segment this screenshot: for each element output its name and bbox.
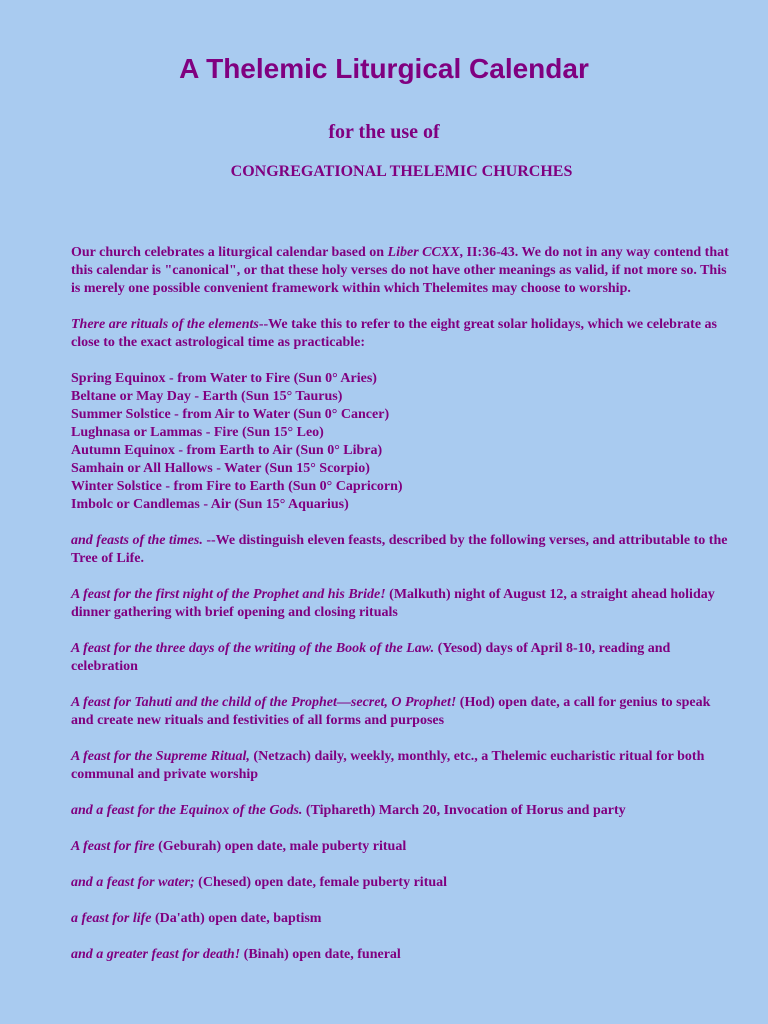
feast-paragraph xyxy=(71,946,731,964)
holiday-item: Lughnasa or Lammas - Fire (Sun 15° Leo) xyxy=(71,425,324,440)
feast-paragraph xyxy=(71,838,731,856)
feast-description: (Yesod) days of April 8-10, reading and celebration xyxy=(71,641,671,674)
times-paragraph xyxy=(71,532,731,568)
page-title: A Thelemic Liturgical Calendar xyxy=(179,53,589,84)
holiday-item: Autumn Equinox - from Earth to Air (Sun 0° Libra) xyxy=(71,443,383,458)
feast-description: (Da'ath) open date, baptism xyxy=(151,911,322,926)
feast-verse: A feast for the Supreme Ritual, xyxy=(71,749,250,764)
liber-title: Liber CCXX xyxy=(387,245,460,260)
feast-verse: and a feast for water; xyxy=(71,875,195,890)
holiday-item: Spring Equinox - from Water to Fire (Sun 0° Aries) xyxy=(71,371,377,386)
intro-paragraph xyxy=(71,244,731,298)
feast-paragraph xyxy=(71,586,731,622)
page-subtitle: for the use of xyxy=(328,121,440,143)
church-name: CONGREGATIONAL THELEMIC CHURCHES xyxy=(230,163,573,180)
feast-verse: and a feast for the Equinox of the Gods. xyxy=(71,803,303,818)
holiday-item: Summer Solstice - from Air to Water (Sun 0° Cancer) xyxy=(71,407,390,422)
feast-description: (Tiphareth) March 20, Invocation of Horus and party xyxy=(302,803,626,818)
feast-verse: a feast for life xyxy=(71,911,152,926)
feast-paragraph xyxy=(71,640,731,676)
holiday-item: Winter Solstice - from Fire to Earth (Sun 0° Capricorn) xyxy=(71,479,403,494)
feast-paragraph xyxy=(71,694,731,730)
feast-paragraph xyxy=(71,874,731,892)
times-text: --We distinguish eleven feasts, described by the following verses, and attributable to the Tree of Life. xyxy=(71,533,728,566)
times-verse: and feasts of the times. xyxy=(71,533,203,548)
solar-holidays-list xyxy=(71,370,731,514)
feast-verse: A feast for Tahuti and the child of the Prophet—secret, O Prophet! xyxy=(71,695,457,710)
feast-verse: A feast for the first night of the Prophet and his Bride! xyxy=(71,587,386,602)
feast-description: (Hod) open date, a call for genius to speak and create new rituals and festivities of all forms and purposes xyxy=(71,695,711,728)
feast-verse: A feast for the three days of the writing of the Book of the Law. xyxy=(71,641,435,656)
feast-paragraph xyxy=(71,910,731,928)
feast-description: (Malkuth) night of August 12, a straight ahead holiday dinner gathering with brief opening and closing rituals xyxy=(71,587,715,620)
holiday-item: Samhain or All Hallows - Water (Sun 15° Scorpio) xyxy=(71,461,370,476)
feast-paragraph xyxy=(71,802,731,820)
elements-paragraph xyxy=(71,316,731,352)
feast-verse: and a greater feast for death! xyxy=(71,947,241,962)
intro-after: , II:36-43. We do not in any way contend that this calendar is "canonical", or that these holy verses do not have other meanings as valid, if not more so. This is merely one possible convenient framework within which Thelemites may choose to worship. xyxy=(71,245,729,296)
feast-paragraph xyxy=(71,748,731,784)
holiday-item: Imbolc or Candlemas - Air (Sun 15° Aquarius) xyxy=(71,497,349,512)
intro-before: Our church celebrates a liturgical calendar based on xyxy=(71,245,388,260)
feast-description: (Binah) open date, funeral xyxy=(240,947,401,962)
feast-description: (Chesed) open date, female puberty ritual xyxy=(194,875,448,890)
elements-text: --We take this to refer to the eight great solar holidays, which we celebrate as close to the exact astrological time as practicable: xyxy=(71,317,717,350)
holiday-item: Beltane or May Day - Earth (Sun 15° Taurus) xyxy=(71,389,343,404)
feast-description: (Geburah) open date, male puberty ritual xyxy=(154,839,407,854)
feast-verse: A feast for fire xyxy=(71,839,155,854)
elements-verse: There are rituals of the elements xyxy=(71,317,259,332)
feast-description: (Netzach) daily, weekly, monthly, etc., a Thelemic eucharistic ritual for both communal and private worship xyxy=(71,749,705,782)
calendar-content xyxy=(71,244,731,982)
